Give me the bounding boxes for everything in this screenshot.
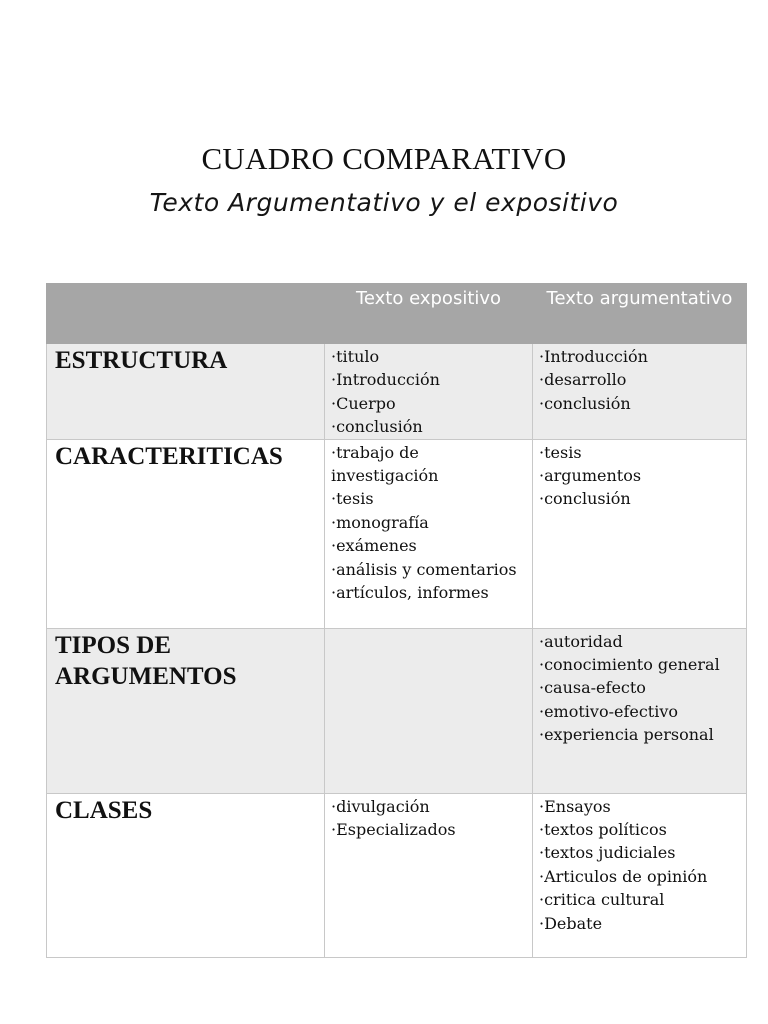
document-title: CUADRO COMPARATIVO (201, 141, 567, 176)
table-row (47, 439, 747, 628)
list-item: ·titulo (331, 347, 380, 366)
comparison-table (46, 283, 747, 958)
list-item: ·análisis y comentarios (331, 559, 517, 579)
expositivo-cell (325, 344, 533, 440)
argumentativo-cell (533, 628, 747, 793)
list-item: ·autoridad (539, 631, 623, 651)
list-item: ·tesis (331, 489, 374, 509)
argumentativo-cell (533, 793, 747, 957)
list-item: ·textos judiciales (539, 843, 676, 863)
list-item: ·critica cultural (539, 890, 665, 910)
row-label: CARACTERITICAS (47, 439, 325, 628)
list-item: ·conclusión (539, 489, 631, 509)
list-item: ·divulgación (331, 796, 430, 816)
list-item: ·emotivo-efectivo (539, 701, 679, 721)
list-item: ·Debate (539, 913, 603, 933)
list-item: ·causa-efecto (539, 678, 646, 698)
list-item: ·Cuerpo (331, 393, 396, 413)
list-item: ·Ensayos (539, 796, 611, 816)
list-item: ·conclusión (331, 417, 423, 437)
list-item: ·textos políticos (539, 820, 667, 840)
argumentativo-cell (533, 344, 747, 440)
table-row (47, 628, 747, 793)
header-texto-argumentativo: Texto argumentativo (533, 284, 747, 344)
list-item: ·tesis (539, 442, 582, 462)
header-texto-expositivo: Texto expositivo (325, 284, 533, 344)
header-empty (47, 284, 325, 344)
list-item: ·Especializados (331, 820, 456, 840)
row-label: CLASES (47, 793, 325, 957)
list-item: ·conclusión (539, 393, 631, 413)
table-row (47, 344, 747, 440)
table-row (47, 793, 747, 957)
argumentativo-cell (533, 439, 747, 628)
document-subtitle: Texto Argumentativo y el expositivo (149, 188, 619, 217)
list-item: ·conocimiento general (539, 655, 720, 675)
list-item: ·exámenes (331, 536, 417, 556)
list-item: ·desarrollo (539, 370, 627, 390)
list-item: ·artículos, informes (331, 583, 489, 603)
list-item: ·monografía (331, 512, 429, 532)
expositivo-cell (325, 793, 533, 957)
list-item: ·Introducción (331, 370, 440, 390)
list-item: ·trabajo de investigación (331, 442, 439, 486)
row-label: ESTRUCTURA (47, 344, 325, 440)
table-header-row (47, 284, 747, 344)
list-item: ·Articulos de opinión (539, 866, 708, 886)
expositivo-cell (325, 628, 533, 793)
list-item: ·experiencia personal (539, 725, 714, 745)
row-label: TIPOS DE ARGUMENTOS (47, 628, 325, 793)
expositivo-cell (325, 439, 533, 628)
list-item: ·argumentos (539, 466, 642, 486)
list-item: ·Introducción (539, 347, 648, 366)
